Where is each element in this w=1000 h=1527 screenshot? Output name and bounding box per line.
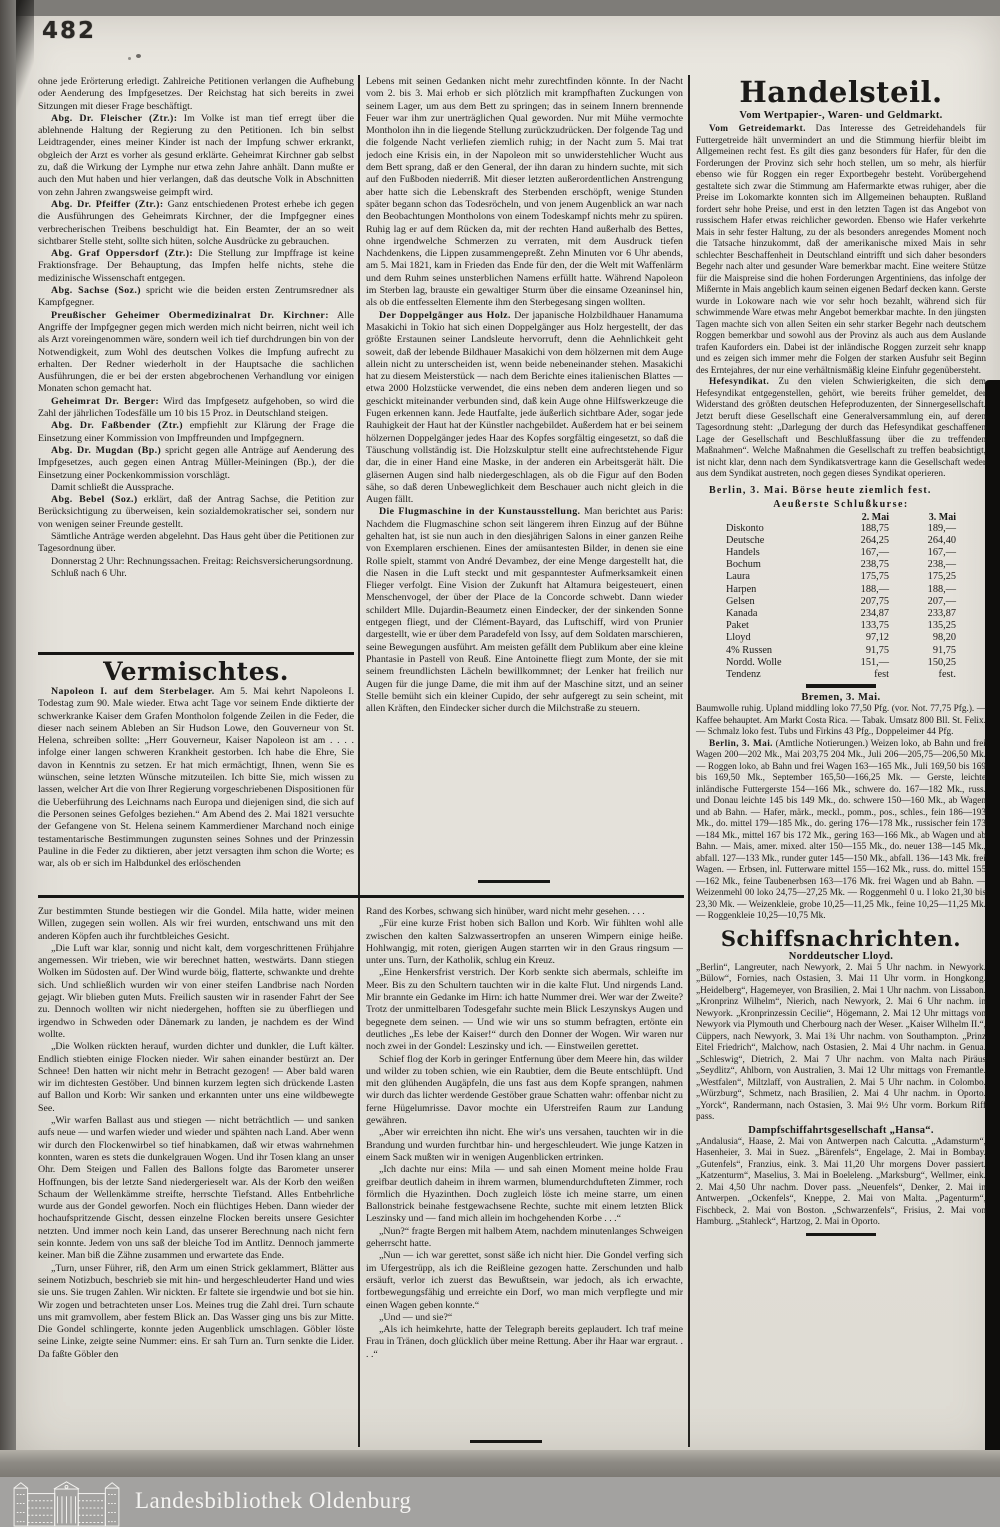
paragraph: Preußischer Geheimer Obermedizinalrat Dr. Kirchner: Alle Angriffe der Impfgegner gegen mich werden mich nicht beirren, nicht weil ich als Arzt voreingenommen wäre, sondern weil ich tief durchdrungen bin von der Notwendigkeit, zum Wohl des deutschen Volkes die Impfung aufrecht zu erhalten. Der Redner wiederholt in der Hauptsache die sachlichen Ausführungen, die er bei der ersten abgebrochenen Verhandlung vor einigen Monaten schon gemacht hat. <box>38 309 354 395</box>
quote-value-cell: 189,— <box>927 522 956 534</box>
paragraph: „Die Wolken rückten herauf, wurden dichter und dunkler, die Luft kälter. Endlich stiebten einige Flocken nieder. Wir sahen einander bestürzt an. Der Schnee! Den hatten wir nicht mehr in Betracht gezogen! — Aber bald waren wir im dichtesten Gestöber. Und binnen kurzem legten sich drückende Lasten auf Ballon und Korb: Wir sanken und erkannten unter uns eine wildbewegte See. <box>38 1041 354 1114</box>
article-end-rule <box>478 880 550 883</box>
vermischtes-heading: Vermischtes. <box>103 658 289 686</box>
table-header-may2: 2. Mai <box>861 511 889 523</box>
quote-value-cell: 233,87 <box>927 607 956 619</box>
quote-value-cell: 188,— <box>860 583 889 595</box>
security-name-cell: Tendenz <box>726 668 761 680</box>
article-end-rule <box>806 1233 876 1236</box>
security-name-cell: Bochum <box>726 559 761 571</box>
security-name-cell: Gelsen <box>726 595 755 607</box>
table-row <box>726 571 956 583</box>
security-name-cell: Lloyd <box>726 632 751 644</box>
column-divider <box>688 75 690 1447</box>
paragraph: „Berlin“, Langreuter, nach Newyork, 2. Mai 5 Uhr nachm. in Newyork. „Bülow“, Fornies, nach Ostasien, 3. Mai 11 Uhr vorm. in Hongkong. „Heidelberg“, Hagemeyer, von Brasilien, 2. Mai 1 Uhr nachm. von Lissabon. „Kronprinz Wilhelm“, Nierich, nach Newyork, 2. Mai 6 Uhr nachm. in Newyork. „Kronprinzessin Cecilie“, Högemann, 2. Mai 12 Uhr mittags von Newyork via Plymouth und Cherbourg nach der Weser. „Kaiser Wilhelm II.“, Cüppers, nach Newyork, 3. Mai 1¾ Uhr nachm. von Southampton. „Prinz Eitel Friedrich“, Malchow, nach Ostasien, 2. Mai 4 Uhr nachm. in Genua. „Schleswig“, Dietrich, 2. Mai 7 Uhr nachm. von Malta nach Piräus „Seydlitz“, Ahlborn, von Australien, 3. Mai 12 Uhr mittags von Fremantle. „Westfalen“, Miltzlaff, von Australien, 2. Mai 5 Uhr nachm. in Colombo. „Würzburg“, Schmetz, nach Brasilien, 2. Mai 4 Uhr nachm. in Oporto. „Yorck“, Randermann, nach Ostasien, 3. Mai 9½ Uhr vorm. Borkum Riff pass. <box>696 962 986 1123</box>
berlin-notierungen-paragraph <box>696 739 986 923</box>
table-row <box>726 559 956 571</box>
paragraph: „Nun?“ fragte Bergen mit halbem Atem, nachdem minutenlanges Schweigen geherrscht hatte. <box>366 1225 683 1250</box>
paragraph: Abg. Bebel (Soz.) erklärt, daß der Antrag Sachse, die Petition zur Berücksichtigung zu überweisen, kein sozialdemokratischer sei, sondern nur von wenigen seiner Freunde gestellt. <box>38 494 354 530</box>
page-number: 482 <box>42 18 97 44</box>
security-name-cell: Nordd. Wolle <box>726 656 782 668</box>
reichstag-debate-column <box>38 76 354 648</box>
table-row <box>726 608 956 620</box>
paragraph: Abg. Dr. Pfeiffer (Ztr.): Ganz entschiedenen Protest erhebe ich gegen die Ausführungen des Geheimrats Kirchner, der die Impfgegner eines verbrecherischen Treibens beschuldigt hat. Ein Beamter, der an so weit sichtbarer Stelle steht, sollte sich hüten, solche Ausdrücke zu gebrauchen. <box>38 198 354 247</box>
quote-value-cell: 133,75 <box>860 620 889 632</box>
paragraph: Der Doppelgänger aus Holz. Der japanische Holzbildhauer Hanamuma Masakichi in Tokio hat sich einen Doppelgänger aus Holz hergestellt, der das größte Erstaunen seiner Landsleute hervorruft, denn die Aehnlichkeit geht soweit, daß der lebende Bildhauer Masakichi von dem hölzernen mit dem Auge allein nicht zu unterscheiden ist, wenn beide nebeneinander stehen. Masakichi hat zu diesem Meisterstück — nach dem Berichte eines italienischen Blattes — etwa 2000 Holzstücke verwendet, die eins neben dem anderen liegen und so geschickt miteinander verbunden sind, daß kein Auge ohne Hilfswerkzeuge die Fugen erkennen kann. Jede Hautfalte, jede äußerlich sichtbare Ader, sogar jede Rauhigkeit der Haut hat der Künstler nachgebildet. Außerdem hat er bei seinem hölzernen Doppelgänger jedes Haar des Kopfes sorgfältig eingesetzt, so daß die Täuschung vollständig ist. Die Holzskulptur stellt eine aufrechtstehende Figur dar, die in einer Hand eine Maske, in der anderen ein Arbeitsgerät hält. Die gläsernen Augen sind halb niedergeschlagen, als ob die Figur auf den Boden sähe, so daß deren Unbeweglichkeit dem Beschauer auch nicht gleich in die Augen fällt. <box>366 309 683 506</box>
security-name-cell: Laura <box>726 571 751 583</box>
quote-value-cell: 175,25 <box>927 571 956 583</box>
security-name-cell: Deutsche <box>726 534 765 546</box>
ndl-heading: Norddeutscher Lloyd. <box>788 950 894 962</box>
paragraph: Sämtliche Anträge werden abgelehnt. Das Haus geht über die Petitionen zur Tagesordnung über. <box>38 530 354 555</box>
feuilleton-middle-column <box>366 906 683 1434</box>
quote-value-cell: fest <box>874 668 889 680</box>
quote-value-cell: 150,25 <box>927 656 956 668</box>
quote-value-cell: 97,12 <box>865 632 889 644</box>
quote-value-cell: 238,— <box>927 559 956 571</box>
ink-speck <box>136 54 141 58</box>
table-row <box>726 620 956 632</box>
quote-value-cell: 264,25 <box>860 534 889 546</box>
article-end-rule <box>806 684 876 688</box>
column-divider <box>358 75 360 1447</box>
security-name-cell: Kanada <box>726 607 758 619</box>
scan-left-edge <box>0 0 16 1480</box>
boerse-intro: Berlin, 3. Mai. Börse heute ziemlich fest. <box>709 484 932 496</box>
paragraph: „Turn, unser Führer, riß, den Arm um einen Strick geklammert, Blätter aus seinem Notizbuch, beschrieb sie mit hin- und hergeschleuderter Hand und wies sie uns. Sie trugen Zahlen. Wir nickten. Er faltete sie irgendwie und bot sie hin. Wir zogen und betrachteten unser Los. Meines trug die Zahl drei. Turn schaute uns mit gramvollem, aber festem Blick an. Das Wasser ging uns bis zur Mitte. Die Gondel schlingerte, konnte jeden Augenblick umschlagen. Göbler löste seine Linke, zeigte seine Nummer: eins. Er sah Turn an. Turn senkte die Lider. Da faßte Göbler den <box>38 1262 354 1360</box>
paragraph: Damit schließt die Aussprache. <box>51 481 174 493</box>
table-row <box>726 584 956 596</box>
paragraph: Die Flugmaschine in der Kunstausstellung. Man berichtet aus Paris: Nachdem die Flugmaschine schon seit längerem ihren Einzug auf der Bühne gehalten hat, ist sie nun auch in den diesjährigen Salons in einer ganzen Reihe von Exemplaren erschienen. Eines der amüsantesten Bilder, in denen sie eine Rolle spielt, stammt von André Devambez, der eine Menge dargestellt hat, die die Nasen in die Luft steckt und mit gespanntester Aufmerksamkeit einen Flieger verfolgt. Eine Vision der Zukunft hat Altamura beigesteuert, einen Menschenvogel, der über der Place de la Concorde schwebt. Dann wieder schildert Mlle. Dujardin-Beaumetz einen Eindecker, der der sinkenden Sonne entgegen fliegt, und der Clément-Bayard, das Luftschiff, wird von Prunier dargestellt, wie er über dem Paradefeld von Issy, auf dem Soldaten marschieren, seine Bewegungen ausführt. Am meisten gefällt dem Publikum aber eine kleine Phantasie in Pastell von Reuß. Eine Antoinette fliegt zum Monte, der sie mit seinem freundlichsten Lächeln bewillkommnet; der Lenker hat freilich nur Augen für die junge Dame, die mit ihm auf der Maschine sitzt, und an seiner Stelle bemüht sich ein kleiner Cupido, der sehr aufgeregt zu sein scheint, mit allen Kräften, den Eindecker sicher durch die Milchstraße zu steuern. <box>366 506 683 715</box>
hansa-heading: Dampfschiffahrtsgesellschaft „Hansa“. <box>748 1124 934 1136</box>
boerse-subtitle: Aeußerste Schlußkurse: <box>773 498 909 510</box>
scan-right-edge <box>985 380 1000 1470</box>
paragraph: Rand des Korbes, schwang sich hinüber, ward nicht mehr gesehen. . . . <box>366 906 645 917</box>
paragraph: Abg. Dr. Faßbender (Ztr.) empfiehlt zur Klärung der Frage die Einsetzung einer Kommission von Impffreunden und Impfgegnern. <box>38 420 354 444</box>
paragraph: „Andalusia“, Haase, 2. Mai von Antwerpen nach Calcutta. „Adamsturm“, Hasenheier, 3. Mai in Suez. „Bärenfels“, Engelage, 2. Mai in Bombay. „Gutenfels“, Franzius, eink. 3. Mai 11,20 Uhr morgens Dover passiert. „Katzenturm“, Maselius, 3. Mai in Boeleleng. „Marksburg“, Wellmer, eink. 2. Mai 4,50 Uhr nachm. Dover pass. „Neuenfels“, Denker, 2. Mai in Antwerpen. „Ockenfels“, Kneppe, 2. Mai von Malta. „Pagenturm“, Fischbeck, 2. Mai von Boston. „Schwarzenfels“, Frisius, 2. Mai von Hamburg. „Stahleck“, Hartzog, 2. Mai in Oporto. <box>696 1136 986 1228</box>
ndl-paragraph <box>696 963 986 1124</box>
paragraph: „Eine Henkersfrist verstrich. Der Korb senkte sich abermals, schleifte im Meer. Bis zu den Schultern tauchten wir in die kalte Flut. Und nirgends Land. Mir brannte ein Gedanke im Hirn: ich hatte Nummer drei. Wer war der Zweite? Trotz der unmittelbaren Todesgefahr suchte mein Blick Leszynskys Augen und begegnete dem seinen. — Und wie wir uns so stumm befragten, ertönte ein deutliches „Es lebe der Kaiser!“ durch den Donner der Wogen. Wir waren nur noch zwei in der Gondel: Leszinsky und ich. — Einstweilen gerettet. <box>366 967 683 1053</box>
paragraph: Napoleon I. auf dem Sterbelager. Am 5. Mai kehrt Napoleons I. Todestag zum 90. Male wieder. Etwa acht Tage vor seinem Ende diktierte der schwerkranke Kaiser dem Grafen Montholon folgende Zeilen in die Feder, die dieser nach seinem Ableben an Sir Hudson Lowe, den Gouverneur von St. Helena, schreiben sollte: „Herr Gouverneur, Kaiser Napoleon ist am . . . . infolge einer langen schweren Krankheit gestorben. Ich habe die Ehre, Sie davon in Kenntnis zu setzen. Er hat mich ermächtigt, Ihnen, wenn Sie es wünschen, seine letzten Wünsche mitzuteilen. Ich bitte Sie, mich wissen zu lassen, welcher Art die von Ihrer Regierung vorgeschriebenen Dispositionen für die Ueberführung des Leichnams nach Europa und diejenigen sind, die sich auf die Personen seines Gefolges beziehen.“ Am Abend des 2. Mai 1821 versuchte der Gefangene von St. Helena seinem Kammerdiener Marchand noch einige testamentarische Bestimmungen zugunsten seines Sohnes und der Prinzessin Pauline in die Feder zu diktieren, aber jetzt versagten ihm schon die Worte; es war, als ob er sich im Halbdunkel des erlöschenden <box>38 686 354 870</box>
quote-value-cell: fest. <box>938 668 956 680</box>
table-header-may3: 3. Mai <box>928 511 956 523</box>
paragraph: Abg. Dr. Fleischer (Ztr.): Im Volke ist man tief erregt über die ablehnende Haltung der Regierung zu den Petitionen. Ich bin selbst Leidtragender, eines meiner Kinder ist nach der Impfung schwer erkrankt, obgleich der Arzt es vorher als gesund erklärte. Geheimrat Kirchner gab selbst zu, daß die Wirkung der Lymphe nur etwa zehn Jahre anhält. Dann mußte er auch den Mut haben und hier verlangen, daß das deutsche Volk in Abschnitten von zehn Jahren zwangsweise geimpft wird. <box>38 112 354 198</box>
scan-bottom-edge <box>0 1450 1000 1477</box>
quote-value-cell: 234,87 <box>860 607 889 619</box>
quote-value-cell: 238,75 <box>860 559 889 571</box>
quote-value-cell: 167,— <box>860 546 889 558</box>
feuilleton-rule <box>38 895 684 898</box>
paragraph: Hefesyndikat. Zu den vielen Schwierigkeiten, die sich dem Hefesyndikat entgegenstellen, gehört, wie bereits früher gemeldet, der Widerstand des größten deutschen Hefeproduzenten, der Sinnergesellschaft. Jetzt beruft diese Gesellschaft eine Generalversammlung ein, auf deren Tagesordnung steht: „Darlegung der durch das Hefesyndikat geschaffenen Lage der Gesellschaft und Beschlußfassung über die zu treffenden Maßnahmen“. Welche Maßnahmen die Gesellschaft zu treffen beabsichtigt, ist nicht klar, denn nach dem Syndikatsvertrage kann die Gesellschaft weder aus dem Syndikat austreten, noch gegen dieses Syndikat operieren. <box>696 377 986 479</box>
paragraph: ohne jede Erörterung erledigt. Zahlreiche Petitionen verlangen die Aufhebung oder Aenderung des Impfgesetzes. Der Reichstag hat sich bereits in zwei Sitzungen mit dieser Frage beschäftigt. <box>38 76 354 112</box>
paragraph: „Nun — ich war gerettet, sonst säße ich nicht hier. Die Gondel verfing sich im Ufergestrüpp, als ich die Reißleine gezogen hatte. Zerschunden und halb ersäuft, verlor ich zuerst das Bewußtsein, war jedoch, als ich erwachte, fortbewegungsfähig und erreichte ein Dorf, wo man mich verpflegte und mir einen Wagen geben konnte.“ <box>366 1250 683 1311</box>
paragraph: Abg. Dr. Mugdan (Bp.) spricht gegen alle Anträge auf Aenderung des Impfgesetzes, auch gegen einen Antrag Müller-Meiningen (Bp.), der die Einsetzung einer Pockenkommission vorschlägt. <box>38 444 354 481</box>
paragraph: Schief flog der Korb in geringer Entfernung über dem Meere hin, das wilder und wilder zu toben schien, wie ein Raubtier, dem die Beute entschlüpft. Und mit den glühenden Augäpfeln, die uns fast aus dem Kopfe sprangen, nahmen wir durch das lichter werdende Gestöber graue Schatten wahr: offenbar nicht zu ferne Hügelumrisse. Davor mochte ein Uferstreifen Raum zur Landung gewähren. <box>366 1053 683 1127</box>
security-name-cell: Paket <box>726 620 749 632</box>
section-rule <box>38 652 354 655</box>
napoleon-article-column <box>366 76 683 876</box>
paragraph: Zur bestimmten Stunde bestiegen wir die Gondel. Mila hatte, wider meinen Willen, zugegen sein wollen. Als wir frei wurden, entschwand uns mit den anderen Köpfen auch ihr furchtbleiches Gesicht. <box>38 906 354 942</box>
table-row <box>726 535 956 547</box>
table-row <box>726 669 956 681</box>
quote-value-cell: 91,75 <box>932 644 956 656</box>
handelsteil-body <box>696 124 986 481</box>
library-name: Landesbibliothek Oldenburg <box>135 1488 412 1513</box>
feuilleton-left-column <box>38 906 354 1446</box>
paragraph: Abg. Sachse (Soz.) spricht wie die beiden ersten Zentrumsredner als Kampfgegner. <box>38 285 354 309</box>
ink-speck <box>128 57 131 60</box>
quote-value-cell: 98,20 <box>932 632 956 644</box>
quote-value-cell: 188,— <box>927 583 956 595</box>
paragraph: „Wir warfen Ballast aus und stiegen — nicht beträchtlich — und sanken aufs neue — und warfen wieder und wieder und spähten nach Land. Aber wenn wir durch den Flockenwirbel so tief hinabkamen, daß wir etwas wahrnehmen konnten, waren es stets die dunkelgrauen Wogen. Und ihr Tosen klang an unser Ohr. Dem Steigen und Fallen des Ballons folgte das Barometer unserer Hoffnungen, bis der letzte Sand niedergerieselt war. Als der Korb den weißen Schaum der Wellenkämme streifte, herrschte Tiefstand. Alles Entbehrliche wurde aus der Gondel geworfen. Noch ein flüchtiges Heben. Dann wieder der hochaufspritzende Gischt, dessen einzelne Flocken bereits unsere Gesichter netzten. Und immer noch kein Land, das unserer Berechnung nach nicht fern sein konnte. Jedem von uns saß der bleiche Tod im Antlitz. Dennoch jammerte keiner. Man biß die Zähne zusammen und erwartete das Ende. <box>38 1115 354 1262</box>
quote-value-cell: 175,75 <box>860 571 889 583</box>
hansa-paragraph <box>696 1137 986 1229</box>
paragraph: Donnerstag 2 Uhr: Rechnungssachen. Freitag: Reichsversicherungsordnung. <box>51 555 353 567</box>
quote-value-cell: 151,— <box>860 656 889 668</box>
paragraph: „Für eine kurze Frist hoben sich Ballon und Korb. Wir fühlten wohl alle zwischen den kalten Salzwassertropfen an unseren Wimpern einige heiße. Hohlwangig, mit roten, gierigen Augen starrten wir in den Graus ringsum — unter uns. Turn, der Katholik, schlug ein Kreuz. <box>366 918 683 967</box>
table-row <box>726 596 956 608</box>
table-header-empty <box>726 512 822 523</box>
security-name-cell: 4% Russen <box>726 644 773 656</box>
table-row <box>726 547 956 559</box>
quote-value-cell: 188,75 <box>860 522 889 534</box>
table-header-row <box>726 512 956 523</box>
security-name-cell: Diskonto <box>726 522 764 534</box>
paragraph: Berlin, 3. Mai. (Amtliche Notierungen.) Weizen loko, ab Bahn und frei Wagen 200—202 Mk., Mai 203,75 204 Mk., Juli 206—205,75—206,50 Mk. — Roggen loko, ab Bahn und frei Wagen 163—165 Mk., Juli 169,50 bis 169 bis 169,50 Mk., September 165,50—166,25 Mk. — Gerste, leichte inländische Futtergerste 154—166 Mk., schwere do. 167—182 Mk., russ. und Donau leichte 145 bis 149 Mk., do. schwere 150—160 Mk., ab Wagen und ab Bahn. — Hafer, märk., meckl., pomm., pos., schles., fein 186—193 Mk., do. mittel 179—185 Mk., do. gering 176—178 Mk., russischer fein 173—184 Mk., mittel 167 bis 172 Mk., gering 163—166 Mk., ab Wagen und ab Bahn. — Mais, amer. mixed. alter 150—155 Mk., do. neuer 138—145 Mk., abfall. 127—133 Mk., runder guter 145—150 Mk., abfall. 136—143 Mk. frei Wagen. — Erbsen, inl. Futterware mittel 155—162 Mk., russ. do. mittel 155—162 Mk., feine Taubenerbsen 163—176 Mk. frei Wagen und ab Bahn. — Weizenmehl 00 loko 24,75—27,25 Mk. — Roggenmehl 0 u. I loko 21,30 bis 23,30 Mk. — Weizenkleie, grobe 10,25—11,25 Mk., feine 10,25—11,25 Mk. — Roggenkleie 10,25—10,75 Mk. <box>696 738 986 922</box>
handelsteil-section <box>696 76 986 1438</box>
paragraph: „Ich dachte nur eins: Mila — und sah einen Moment meine holde Frau greifbar deutlich daheim in ihrem warmen, blumendurchdufteten Zimmer, roch förmlich die Hyazinthen. Doch zugleich löste ich meine starre, um einen Ballonstrick beinahe festgewachsene Rechte, suchte mit einem letzten Blick Leszinsky und — fand mich allein im hochgehenden Korbe . . .“ <box>366 1164 683 1225</box>
library-building-icon <box>6 1480 136 1527</box>
bremen-paragraph <box>696 704 986 739</box>
handelsteil-heading: Handelsteil. <box>739 76 943 109</box>
paragraph: Abg. Graf Oppersdorf (Ztr.): Die Stellung zur Impffrage ist keine Fraktionsfrage. Der Behauptung, das Impfen helfe nichts, stehe die medizinische Wissenschaft entgegen. <box>38 248 354 284</box>
quote-value-cell: 167,— <box>927 546 956 558</box>
stock-quotes-table <box>726 512 956 682</box>
quote-value-cell: 207,75 <box>860 595 889 607</box>
table-row <box>726 645 956 657</box>
vermischtes-section <box>38 658 354 892</box>
quote-value-cell: 135,25 <box>927 620 956 632</box>
paragraph: „Aber wir erreichten ihn nicht. Ehe wir's uns versahen, tauchten wir in die Brandung und wurden furchtbar hin- und hergeschleudert. Wie junge Katzen in einem Sack mußten wir in wenigen Augenblicken ertrinken. <box>366 1127 683 1163</box>
quote-value-cell: 91,75 <box>865 644 889 656</box>
security-name-cell: Harpen <box>726 583 757 595</box>
table-row <box>726 657 956 669</box>
paragraph: Geheimrat Dr. Berger: Wird das Impfgesetz aufgehoben, so wird die Zahl der jährlichen Todesfälle um 10 bis 15 Proz. in Deutschland steigen. <box>38 395 354 420</box>
table-row <box>726 632 956 644</box>
schiffsnachrichten-heading: Schiffsnachrichten. <box>720 925 962 951</box>
paragraph: Baumwolle ruhig. Upland middling loko 77,50 Pfg. (vor. Not. 77,75 Pfg.). — Kaffee behauptet. Am Markt Costa Rica. — Tabak. Umsatz 800 Bll. St. Felix. — Schmalz loko fest. Tubs und Firkins 43 Pfg., Doppeleimer 44 Pfg. <box>696 704 986 738</box>
table-row <box>726 523 956 535</box>
quote-value-cell: 264,40 <box>927 534 956 546</box>
handelsteil-subheading: Vom Wertpapier-, Waren- und Geldmarkt. <box>739 110 943 121</box>
paragraph: „Und — und sie?“ <box>379 1311 453 1323</box>
bremen-heading: Bremen, 3. Mai. <box>801 692 881 704</box>
vermischtes-body <box>38 686 354 870</box>
quote-value-cell: 207,— <box>927 595 956 607</box>
paragraph: „Die Luft war klar, sonnig und nicht kalt, dem vorgeschrittenen Frühjahre angemessen. Wir trieben, wie wir berechnet hatten, westwärts. Dann stiegen Wolken im Südosten auf. Der Wind wurde böig, flatterte, schwankte und drehte sich. Und schließlich wurden wir von einer steifen Landbrise nach Norden gejagt. Wir blieben guten Muts. Freilich sausten wir in rasender Fahrt der See zu. Dennoch wollten wir nicht niedergehen, hofften sie zu überfliegen und irgendwo in Schweden oder Dänemark zu landen, je nachdem es der Wind wollte. <box>38 942 354 1040</box>
paragraph: Schluß nach 6 Uhr. <box>51 567 127 579</box>
security-name-cell: Handels <box>726 546 760 558</box>
article-end-rule <box>470 1440 542 1443</box>
paragraph: Vom Getreidemarkt. Das Interesse des Getreidehandels für Futtergetreide hält unvermindert an und die Stimmung hierfür bleibt im Allgemeinen recht fest. Es gilt dies ganz besonders für Hafer, für den die Forderungen der Provinz sich sehr hoch stellen, um so mehr, als hierfür ebenso wie für Roggen ein reger Exportbegehr besteht. Vorübergehend gestaltete sich zwar die Stimmung am Hafermarkte etwas ruhiger, aber die Preise im Lokomarkte konnten sich im Allgemeinen behaupten. Rußland fordert sehr hohe Preise, und erst in den letzten Tagen ist das Angebot von russischem Hafer etwas reichlicher geworden. Ebenso wie Hafer verkehrte Mais in sehr fester Haltung, zu der als besonders anregendes Moment noch die Tatsache hinzukommt, daß der amerikanische mixed Mais in sehr schlechter Beschaffenheit in Deutschland eintrifft und sich daher besonders Begehr nach alter und gesunder Ware bemerkbar macht. Eine weitere Stütze für die Maispreise sind die hohen Forderungen Argentiniens, das infolge der Mißernte in Mais angeblich kaum seinen eigenen Bedarf decken kann. Gerste wurde in Lokoware nach wie vor sehr hoch bezahlt, während sich für schwimmende Ware etwas mehr Angebot bemerkbar machte. In den jüngsten Tagen machte sich von allen Seiten ein sehr starker Begehr nach deutschem Roggen bemerkbar und sowohl aus der Provinz als auch aus dem Auslande trafen Kauforders ein. Dabei ist der inländische Roggen zurzeit sehr knapp und es zeigen sich immer mehr die Folgen der starken Ausfuhr seit Beginn des Erntejahres, der nur eine verhältnismäßig kleine Einfuhr gegenübersteht. <box>696 124 986 376</box>
paragraph: „Als ich heimkehrte, hatte der Telegraph bereits geplaudert. Ich traf meine Frau in Tränen, doch glücklich über meine Rettung. Aber ihr Haar war ergraut. . . .“ <box>366 1324 683 1360</box>
paragraph: Lebens mit seinen Gedanken nicht mehr zurechtfinden könnte. In der Nacht vom 2. bis 3. Mai erhob er sich plötzlich mit krampfhaften Zuckungen von seinem Lager, um aus dem Bett zu springen; das in seinem Innern brennende Feuer war ihm zur unerträglichen Qual geworden. Nur mit Mühe vermochte Montholon ihn in die liegende Stellung zurückzudrücken. Der folgende Tag und die folgende Nacht verliefen ziemlich ruhig; in der Nacht zum 5. Mai trat jedoch eine Krisis ein, in der Napoleon mit so unwiderstehlicher Wucht aus dem Bett sprang, daß er den General, der ihn daran zu hindern suchte, mit sich auf den Fußboden niederriß. Mit dieser letzten außerordentlichen Anstrengung aber hatte sich die Lebenskraft des Sterbenden erschöpft, wenige Stunden später begann schon das Todesröcheln, und von jenem Augenblick an war nach den Beobachtungen Montholons von einem Todeskampf nichts mehr zu spüren. Ruhig lag er auf dem Rücken da, mit der rechten Hand außerhalb des Bettes, ohne irgendwelche Schmerzen zu verraten, mit dem Ausdruck tiefen Nachdenkens, die Lippen zusammengepreßt. Zehn Minuten vor 6 Uhr abends, am 5. Mai 1821, kam in Frieden das Ende für den, der die Welt mit Waffenlärm und dem Ruhm seines unsterblichen Namens erfüllt hatte. Während Napoleon im Sterben lag, brauste ein gewaltiger Sturm über die einsame Ozeaninsel hin, als ob die entfesselten Elemente ihm den Sterbegesang singen wollten. <box>366 76 683 309</box>
